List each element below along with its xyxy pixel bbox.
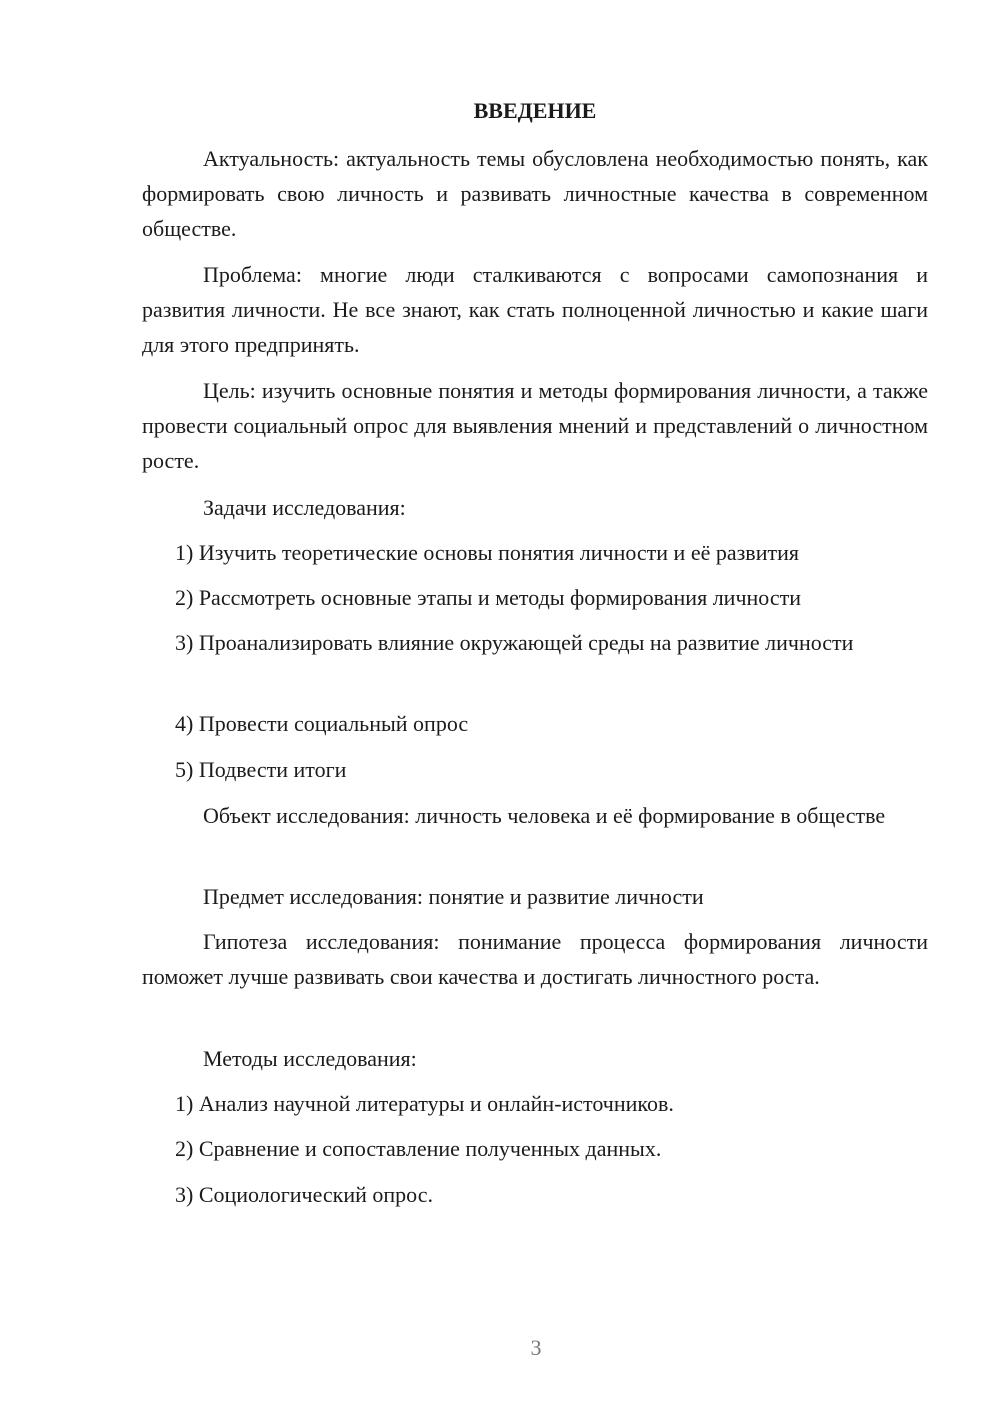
- task-item: 3) Проанализировать влияние окружающей среды на развитие личности: [175, 630, 854, 655]
- page-number: 3: [530, 1335, 542, 1360]
- method-item: 3) Социологический опрос.: [175, 1182, 433, 1207]
- hypothesis-paragraph: Гипотеза исследования: понимание процесса формирования личности поможет лучше развивать свои качества и достигать личностного роста.: [142, 929, 928, 989]
- section-title: ВВЕДЕНИЕ: [473, 98, 597, 123]
- relevance-paragraph: Актуальность: актуальность темы обусловлена необходимостью понять, как формировать свою личность и развивать личностные качества в современном обществе.: [142, 146, 928, 241]
- task-item: 4) Провести социальный опрос: [175, 711, 469, 736]
- object-paragraph: Объект исследования: личность человека и её формирование в обществе: [203, 803, 886, 828]
- task-item: 5) Подвести итоги: [175, 757, 347, 782]
- task-item: 2) Рассмотреть основные этапы и методы формирования личности: [175, 585, 801, 610]
- subject-paragraph: Предмет исследования: понятие и развитие личности: [203, 884, 704, 909]
- problem-paragraph: Проблема: многие люди сталкиваются с вопросами самопознания и развития личности. Не все знают, как стать полноценной личностью и какие шаги для этого предпринять.: [142, 262, 928, 357]
- task-item: 1) Изучить теоретические основы понятия личности и её развития: [175, 540, 799, 565]
- method-item: 1) Анализ научной литературы и онлайн-источников.: [175, 1091, 674, 1116]
- tasks-heading: Задачи исследования:: [203, 495, 406, 520]
- goal-paragraph: Цель: изучить основные понятия и методы формирования личности, а также провести социальный опрос для выявления мнений и представлений о личностном росте.: [142, 378, 928, 473]
- method-item: 2) Сравнение и сопоставление полученных данных.: [175, 1136, 662, 1161]
- methods-heading: Методы исследования:: [203, 1046, 417, 1071]
